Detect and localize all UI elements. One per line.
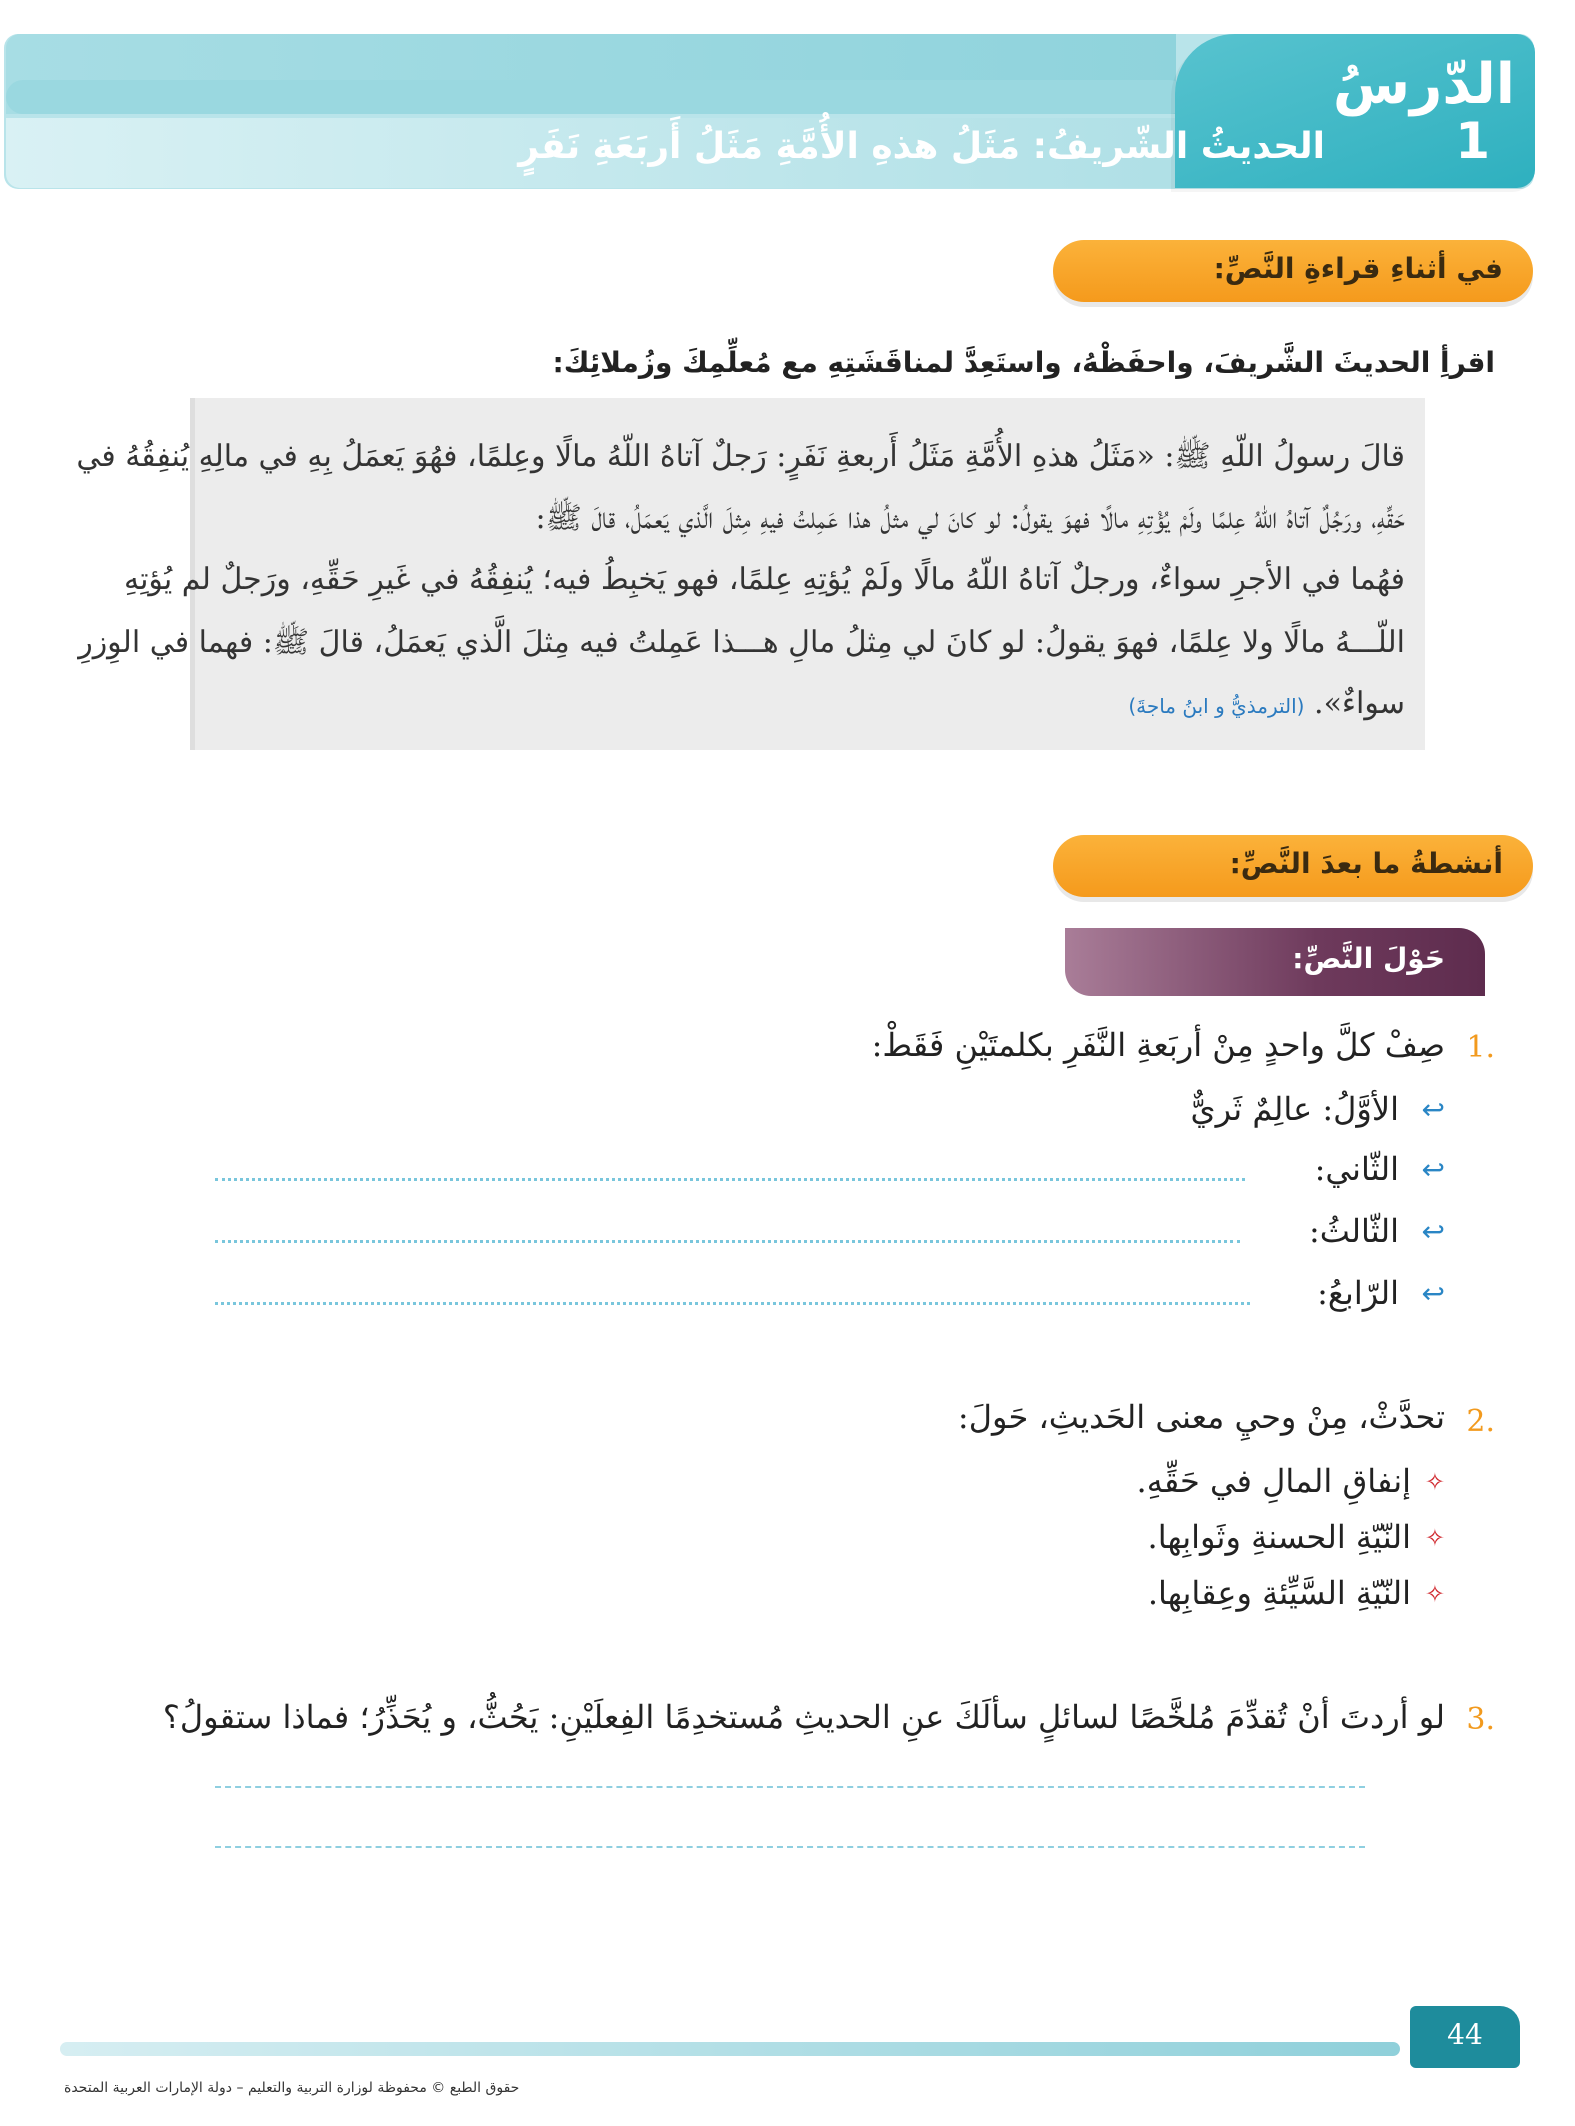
lesson-title: الحديثُ الشّريفُ: مَثَلُ هذهِ الأُمَّةِ مَثَلُ أَربَعَةِ نَفَرٍ [518,126,1325,167]
lesson-number: 1 [1455,112,1490,170]
answer-row-4 [845,1274,1445,1324]
question-2-text: تحدَّثْ، مِنْ وحيِ معنى الحَديثِ، حَولَ: [957,1398,1445,1436]
answer-line-3[interactable] [215,1240,1240,1243]
question-1-number: .1 [1466,1030,1495,1065]
answer-label-4: الرّابعُ: [1317,1274,1399,1312]
bullet-row-2 [945,1518,1445,1566]
hadith-box [76,398,1425,750]
answer-line-q3-2[interactable] [215,1846,1365,1848]
bullet-row-3 [945,1574,1445,1622]
about-text-label: حَوْلَ النَّصِّ: [1292,942,1445,975]
bullet-text-3: النّيّةِ السَّيِّئةِ وعِقابِها. [1147,1574,1411,1612]
bullet-text-2: النّيّةِ الحسنةِ وثَوابِها. [1147,1518,1411,1556]
answer-label-2: الثّاني: [1314,1150,1399,1188]
star-bullet-icon: ✧ [1424,1580,1445,1608]
arrow-return-icon: ↩ [1421,1093,1445,1126]
answer-row-1 [845,1090,1445,1140]
answer-label-3: الثّالثُ: [1309,1212,1399,1250]
hadith-line-1: قالَ رسولُ اللّهِ ﷺ: «مَثَلُ هذهِ الأُمَّةِ مَثَلُ أَربعةِ نَفَرٍ: رَجلٌ آتاهُ اللّهُ مالًا وعِلمًا، فهُوَ يَعمَلُ بِهِ في مالِهِ يُنفِقُهُ في [76,439,1405,474]
header-pill-decoration [6,80,1186,114]
hadith-line-2: حَقِّهِ، ورَجُلٌ آتاهُ اللّهُ عِلمًا ولَمْ يُؤْتِهِ مالًا فهوَ يقولُ: لو كانَ لي مثلُ هذا عَمِلتُ فيهِ مِثلَ الَّذي يَعمَلُ، قالَ ﷺ: [535,501,1405,536]
hadith-line-5 [1128,686,1405,721]
arrow-return-icon: ↩ [1421,1153,1445,1186]
lesson-label: الدّرسُ [1332,52,1515,117]
footer-bar [60,2042,1400,2056]
answer-label-1: الأوَّلُ: عالِمٌ ثَريٌّ [1190,1090,1399,1128]
hadith-line-4: اللّـــهُ مالًا ولا عِلمًا، فهوَ يقولُ: لو كانَ لي مِثلُ مالِ هـــذا عَمِلتُ فيه مِثلَ الَّذي يَعمَلُ، قالَ ﷺ: فهما في الوِزرِ [78,625,1405,660]
question-3-number: .3 [1466,1702,1495,1737]
answer-line-2[interactable] [215,1178,1245,1181]
question-1-text: صِفْ كلَّ واحدٍ مِنْ أربَعةِ النَّفَرِ بكلمتَيْنِ فَقَطْ: [871,1026,1445,1064]
reading-section-title: في أثناءِ قراءةِ النَّصِّ: [1213,252,1503,285]
reading-instruction: اقرأِ الحديثَ الشَّريفَ، واحفَظْهُ، واستَعِدَّ لمناقَشَتِهِ مع مُعلِّمِكَ وزُملائِكَ: [552,346,1495,379]
post-section-header [1053,835,1533,897]
question-2-number: .2 [1466,1404,1495,1439]
hadith-source: (الترمذيُّ و ابنُ ماجةَ) [1128,694,1305,718]
answer-row-3 [845,1212,1445,1262]
answer-line-4[interactable] [215,1302,1250,1305]
bullet-text-1: إنفاقِ المالِ في حَقِّهِ. [1136,1462,1411,1500]
answer-line-q3-1[interactable] [215,1786,1365,1788]
post-section-title: أنشطةُ ما بعدَ النَّصِّ: [1229,847,1503,880]
star-bullet-icon: ✧ [1424,1524,1445,1552]
hadith-last-line: سواءٌ». [1314,686,1405,721]
question-3-text: لو أردتَ أنْ تُقدِّمَ مُلخَّصًا لسائلٍ سألَكَ عنِ الحديثِ مُستخدِمًا الفِعلَيْنِ: يَحُثُّ، و يُحَذِّرُ؛ فماذا ستقولُ؟ [162,1698,1445,1736]
about-text-tag [1065,928,1485,996]
reading-section-header [1053,240,1533,302]
arrow-return-icon: ↩ [1421,1277,1445,1310]
answer-row-2 [845,1150,1445,1200]
page-number: 44 [1447,2018,1483,2051]
star-bullet-icon: ✧ [1424,1468,1445,1496]
bullet-row-1 [945,1462,1445,1510]
arrow-return-icon: ↩ [1421,1215,1445,1248]
hadith-line-3: فهُما في الأجرِ سواءٌ، ورجلٌ آتاهُ اللّهُ مالًا ولَمْ يُؤتِهِ عِلمًا، فهو يَخبِطُ فيه؛ يُنفِقُهُ في غَيرِ حَقِّهِ، ورَجلٌ لم يُؤتِهِ [123,562,1405,597]
copyright-notice: حقوق الطبع © محفوظة لوزارة التربية والتعليم – دولة الإمارات العربية المتحدة [64,2080,520,2096]
